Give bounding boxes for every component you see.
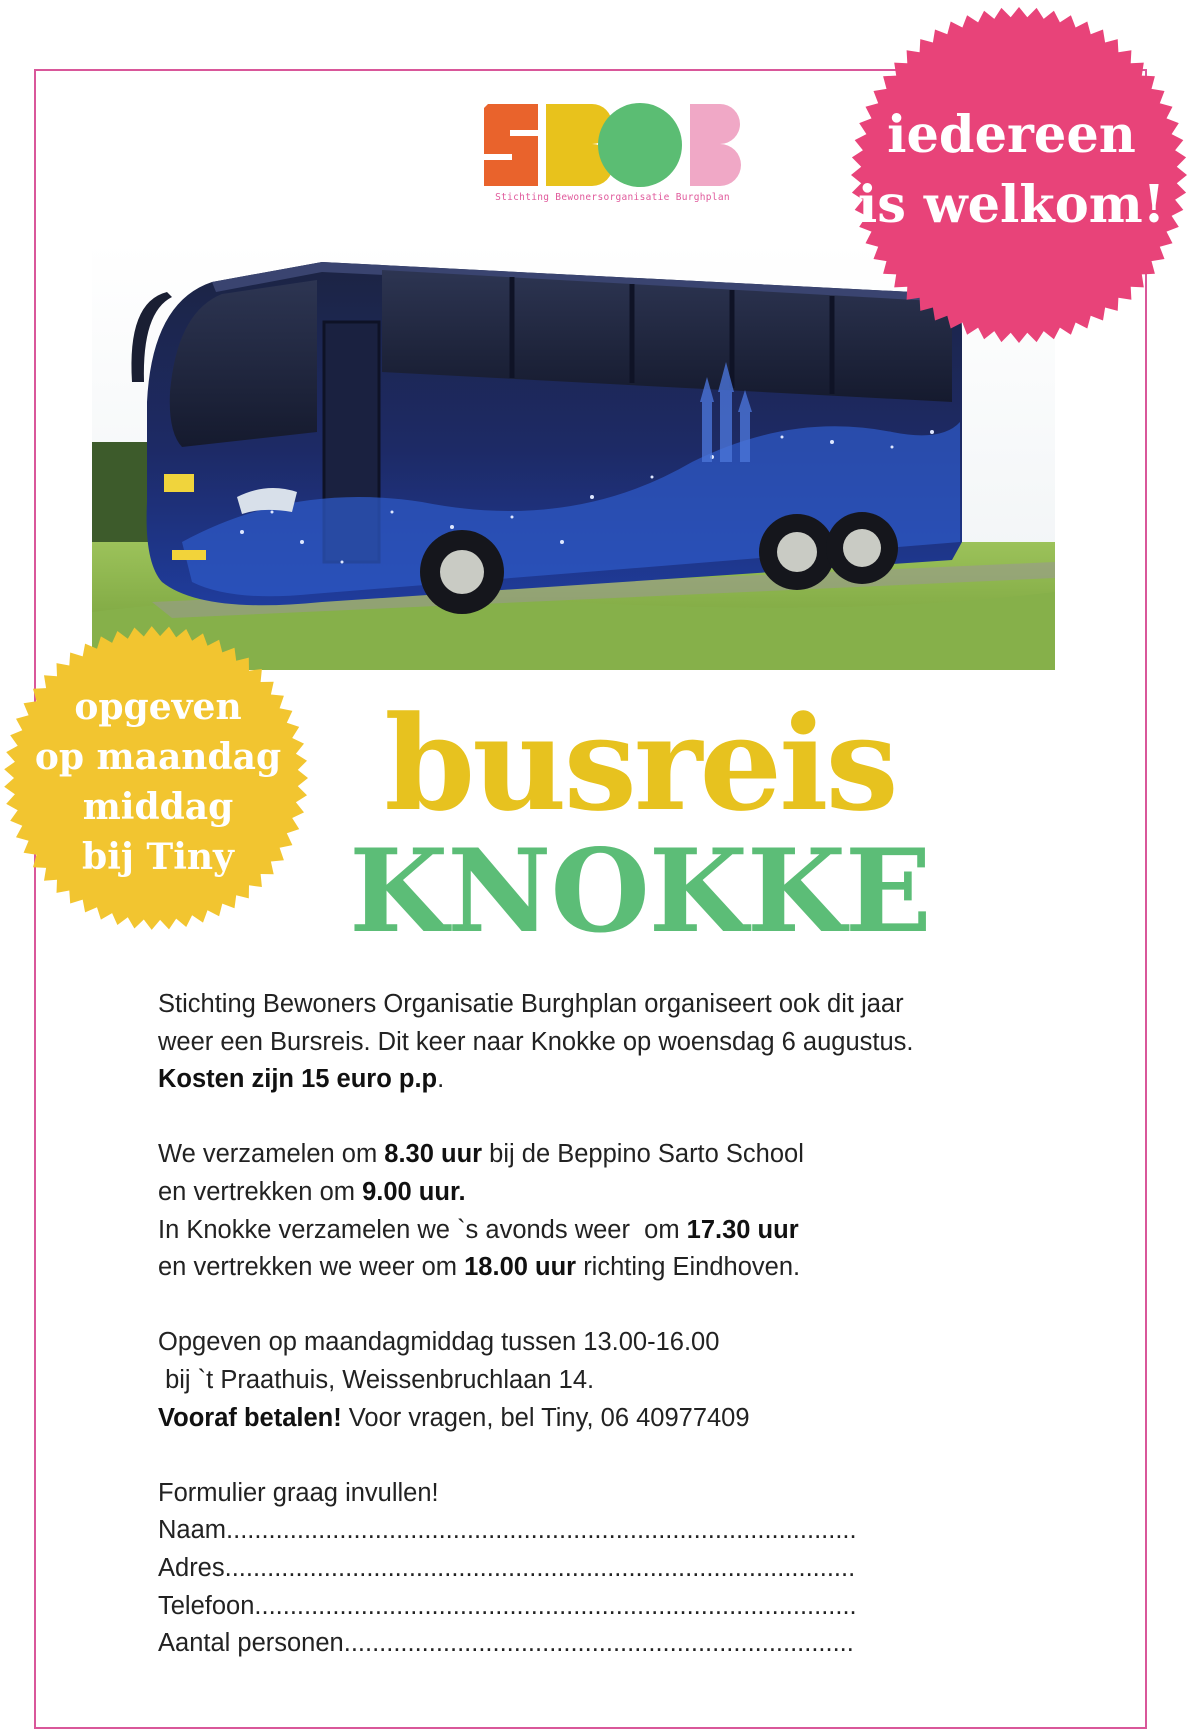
form-field-name[interactable] (158, 1512, 1058, 1550)
welcome-badge-text (824, 100, 1199, 240)
schedule-line-4 (158, 1249, 1058, 1287)
cost-tail: . (437, 1065, 445, 1094)
welcome-badge (824, 0, 1199, 375)
schedule-text: en vertrekken we weer om (158, 1253, 465, 1282)
gather-time: 8.30 uur (384, 1140, 483, 1169)
schedule-text: bij de Beppino Sarto School (482, 1140, 804, 1169)
persons-fill-line[interactable]: ........................................................................ (343, 1629, 854, 1658)
cost-text: Kosten zijn 15 euro p.p (158, 1065, 438, 1094)
schedule-line-1 (158, 1136, 1058, 1174)
body-text (158, 986, 1058, 1663)
welcome-line-2: is welkom! (857, 175, 1166, 235)
phone-label: Telefoon (158, 1591, 255, 1620)
depart-time: 9.00 uur. (362, 1177, 466, 1206)
intro-line-1: Stichting Bewoners Organisatie Burghplan organiseert ook dit jaar (158, 990, 904, 1018)
signup-line-4: bij Tiny (82, 836, 234, 878)
name-label: Naam (158, 1516, 227, 1545)
prepay-notice: Vooraf betalen! (158, 1403, 342, 1432)
schedule-text: We verzamelen om (158, 1140, 385, 1169)
signup-badge (0, 622, 316, 938)
schedule-text: richting Eindhoven. (576, 1253, 801, 1282)
intro-line-2: weer een Bursreis. Dit keer naar Knokke op woensdag 6 augustus. (158, 1027, 914, 1056)
signup-info-line-3 (158, 1400, 1058, 1438)
title-busreis: busreis (384, 687, 896, 840)
phone-fill-line[interactable]: ..................................................................................... (254, 1591, 857, 1620)
sbob-logo-letters (480, 100, 745, 190)
signup-line-3: middag (82, 786, 234, 828)
form-field-address[interactable] (158, 1550, 1058, 1588)
sbob-logo (480, 100, 745, 210)
schedule-line-3 (158, 1212, 1058, 1250)
address-fill-line[interactable]: ......................................................................................... (224, 1553, 856, 1582)
contact-info: Voor vragen, bel Tiny, 06 40977409 (341, 1403, 750, 1432)
schedule-line-2 (158, 1174, 1058, 1212)
intro-line-3 (158, 1061, 1058, 1099)
signup-info-line-2: bij `t Praathuis, Weissenbruchlaan 14. (158, 1365, 595, 1394)
schedule-text: en vertrekken om (158, 1177, 363, 1206)
schedule-text: In Knokke verzamelen we `s avonds weer om (158, 1215, 687, 1244)
logo-subtitle: Stichting Bewonersorganisatie Burghplan (495, 192, 730, 203)
return-depart-time: 18.00 uur (464, 1253, 577, 1282)
return-gather-time: 17.30 uur (686, 1215, 799, 1244)
name-fill-line[interactable]: ......................................................................................... (226, 1516, 857, 1545)
form-field-persons[interactable] (158, 1625, 1058, 1663)
signup-info-line-1: Opgeven op maandagmiddag tussen 13.00-16.00 (158, 1328, 720, 1357)
signup-badge-text (0, 682, 316, 882)
signup-line-1: opgeven (74, 686, 242, 728)
persons-label: Aantal personen (158, 1629, 344, 1658)
welcome-line-1: iedereen (887, 105, 1136, 165)
address-label: Adres (158, 1553, 225, 1582)
title-knokke: KNOKKE (349, 824, 931, 958)
form-field-phone[interactable] (158, 1588, 1058, 1626)
signup-line-2: op maandag (34, 736, 282, 778)
form-heading: Formulier graag invullen! (158, 1478, 439, 1507)
